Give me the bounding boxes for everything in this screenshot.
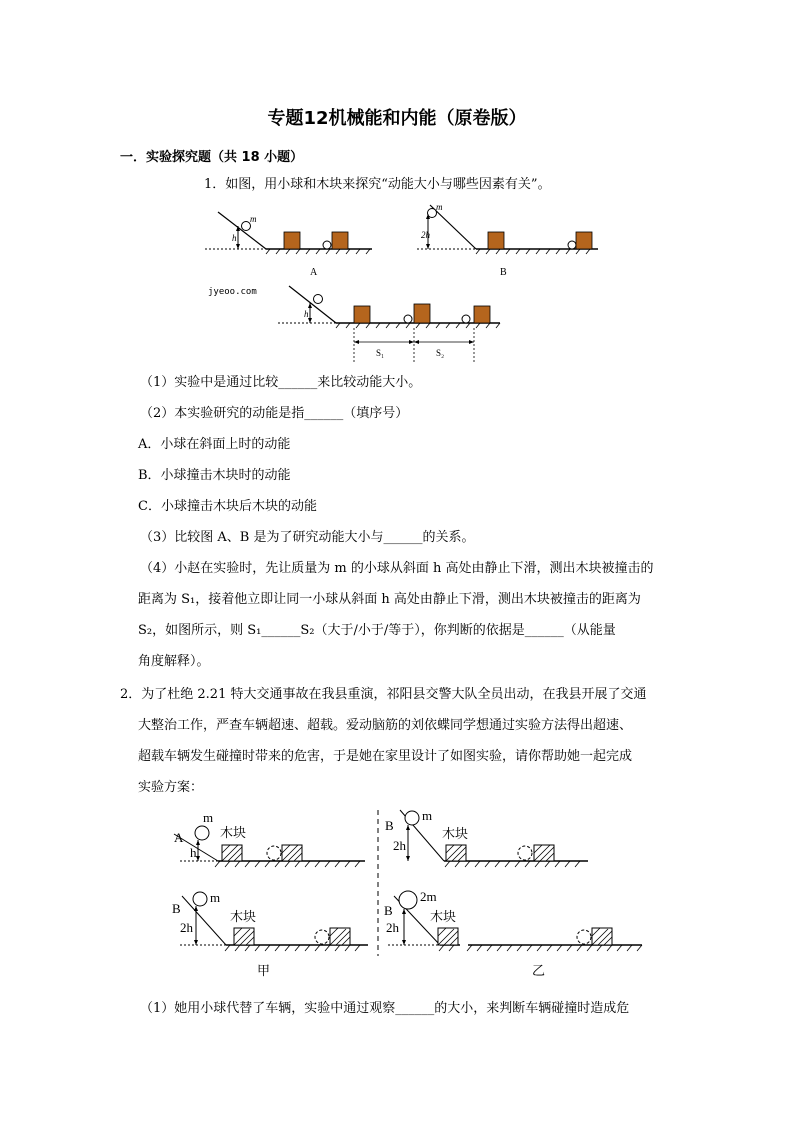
q1-fig-b-mass-label: m (436, 202, 443, 212)
q2-fig-b1-mass: m (422, 808, 433, 823)
q2-fig-a-height: h (190, 845, 197, 860)
q2-fig-yi-caption: 乙 (532, 963, 546, 978)
q1-stem: 1．如图，用小球和木块来探究“动能大小与哪些因素有关”。 (204, 177, 551, 192)
q1-fig-a-height-label: h (232, 233, 237, 243)
q2-fig-b3-height: 2h (386, 920, 399, 935)
q2-fig-b1-height: 2h (393, 838, 406, 853)
q2-fig-b1-block: 木块 (442, 826, 469, 841)
q1-figure-b (417, 202, 598, 278)
q1-figure (200, 202, 600, 362)
q2-line4: 实验方案： (138, 780, 204, 795)
q2-figure (160, 804, 650, 982)
q1-part4-line3: S₂，如图所示，则 S₁______S₂（大于/小于/等于），你判断的依据是______（从能量 (138, 623, 616, 638)
q1-part4-line1: （4）小赵在实验时，先让质量为 m 的小球从斜面 h 高处由静止下滑，测出木块被撞击的 (140, 561, 654, 576)
q2-line1: 2．为了杜绝 2.21 特大交通事故在我县重演，祁阳县交警大队全员出动，在我县开展了交通 (120, 687, 647, 702)
q1-fig-b-height-label: 2h (421, 230, 430, 240)
q1-part3: （3）比较图 A、B 是为了研究动能大小与______的关系。 (140, 530, 475, 545)
q1-figure-a (205, 212, 372, 278)
q2-line3: 超载车辆发生碰撞时带来的危害，于是她在家里设计了如图实验，请你帮助她一起完成 (138, 749, 633, 764)
q1-option-a: A．小球在斜面上时的动能 (138, 437, 291, 452)
section-heading: 一．实验探究题（共 18 小题） (120, 150, 304, 165)
q2-part1: （1）她用小球代替了车辆，实验中通过观察______的大小，来判断车辆碰撞时造成危 (140, 1001, 630, 1016)
q1-option-c: C．小球撞击木块后木块的动能 (138, 499, 317, 514)
q1-part4-line2: 距离为 S₁，接着他立即让同一小球从斜面 h 高处由静止下滑，测出木块被撞击的距离为 (138, 592, 641, 607)
q2-fig-a-mass: m (203, 810, 214, 825)
q2-fig-b2-label: B (172, 901, 181, 916)
q1-fig-b-caption: B (500, 267, 507, 278)
q2-line2: 大整治工作，严查车辆超速、超载。爱动脑筋的刘依蝶同学想通过实验方法得出超速、 (138, 718, 633, 733)
q1-fig-s1-label: S₁ (376, 348, 385, 358)
page-title: 专题12机械能和内能（原卷版） (267, 108, 527, 129)
q2-fig-jia-caption: 甲 (257, 963, 271, 978)
q1-fig-s2-label: S₂ (436, 348, 445, 358)
q2-fig-b2-mass: m (210, 890, 221, 905)
q2-fig-b3-block: 木块 (430, 909, 457, 924)
q1-fig-a-caption: A (310, 267, 318, 278)
q2-fig-b3-label: B (384, 903, 393, 918)
watermark: jyeoo.com (208, 287, 257, 297)
q2-fig-a-label: A (174, 830, 184, 845)
q2-fig-b1-label: B (385, 818, 394, 833)
q1-fig-a-mass-label: m (250, 214, 257, 224)
q1-figure-distance (278, 286, 500, 362)
q2-fig-b3-mass: 2m (420, 889, 437, 904)
q2-fig-b2-height: 2h (180, 920, 193, 935)
q2-fig-a-block: 木块 (220, 825, 247, 840)
q2-fig-b2-block: 木块 (230, 909, 257, 924)
q1-part4-line4: 角度解释）。 (138, 654, 210, 669)
q1-part2: （2）本实验研究的动能是指______（填序号） (140, 406, 409, 421)
q1-part1: （1）实验中是通过比较______来比较动能大小。 (140, 375, 422, 390)
q1-option-b: B．小球撞击木块时的动能 (138, 468, 291, 483)
q1-fig-c-height-label: h (304, 309, 309, 319)
